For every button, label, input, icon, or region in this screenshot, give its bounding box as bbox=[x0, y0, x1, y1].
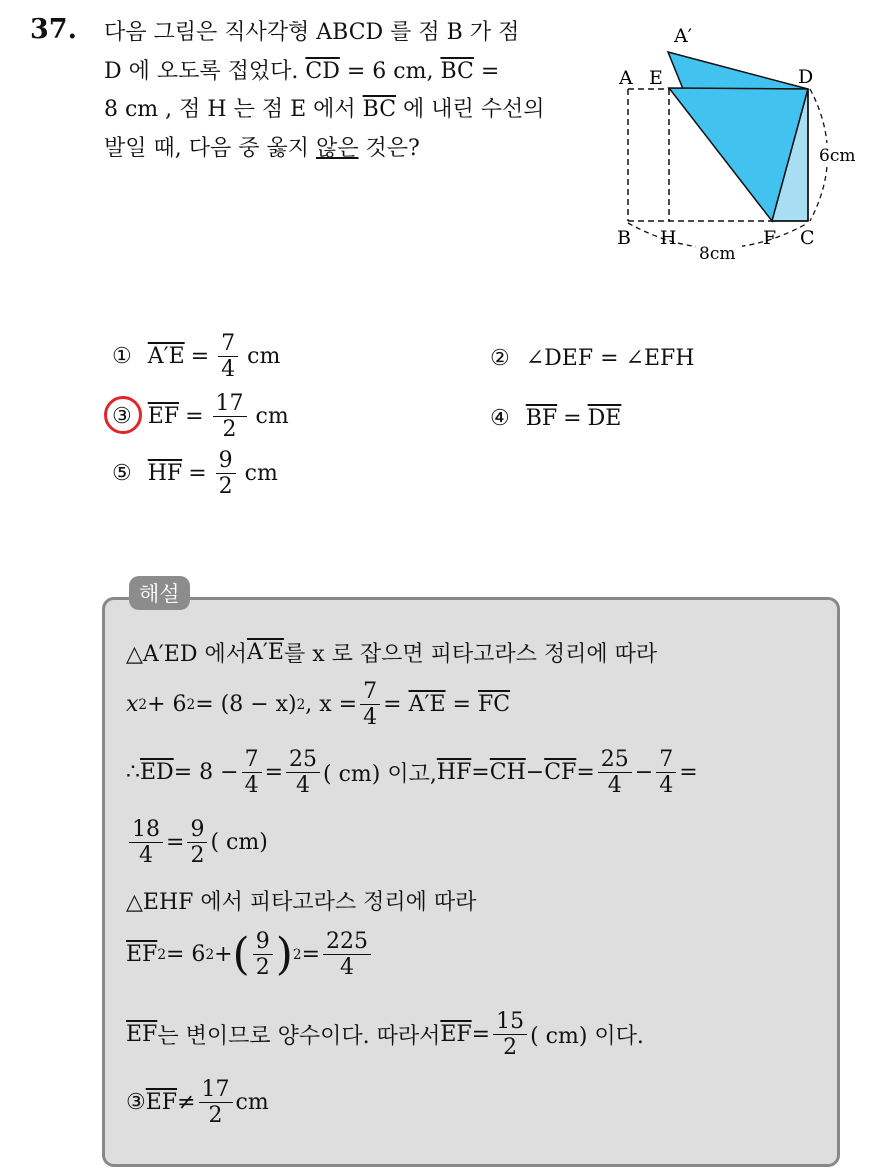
numerator: 225 bbox=[323, 930, 371, 955]
label-a: A bbox=[619, 67, 633, 89]
numerator: 9 bbox=[216, 449, 236, 474]
text: − bbox=[525, 760, 545, 786]
choice-number: ⑤ bbox=[112, 461, 132, 487]
text: + 6 bbox=[147, 692, 187, 718]
unit: cm bbox=[244, 461, 278, 487]
text: ( cm) 이다. bbox=[530, 1024, 644, 1050]
segment: $\overline{DE}$ bbox=[587, 406, 622, 431]
choice-3[interactable] bbox=[112, 392, 289, 441]
exponent: 2 bbox=[186, 696, 196, 713]
numerator: 9 bbox=[253, 930, 273, 955]
exponent: 2 bbox=[205, 946, 215, 963]
segment: A′E bbox=[247, 640, 284, 665]
numerator: 18 bbox=[129, 818, 163, 843]
question-text-span: 것은? bbox=[358, 135, 420, 161]
solution-line-1 bbox=[126, 637, 657, 668]
segment: $\overline{FC}$ bbox=[477, 692, 511, 718]
label-f: F bbox=[763, 227, 777, 249]
paren: ( bbox=[232, 928, 250, 980]
numerator: 7 bbox=[656, 748, 676, 773]
exponent: 2 bbox=[138, 696, 148, 713]
choice-4[interactable] bbox=[490, 406, 621, 431]
text: = bbox=[166, 830, 185, 856]
text: ③ bbox=[126, 1090, 146, 1116]
denominator: 4 bbox=[340, 955, 354, 981]
text: = 6 bbox=[166, 942, 206, 968]
label-e: E bbox=[649, 67, 663, 89]
segment: $\overline{HF}$ bbox=[147, 461, 183, 487]
solution-line-6 bbox=[126, 930, 374, 979]
segment: $\overline{HF}$ bbox=[436, 760, 472, 786]
choice-text: ∠DEF = ∠EFH bbox=[525, 346, 695, 371]
text: ≠ bbox=[177, 1090, 196, 1116]
text: = (8 − x) bbox=[195, 692, 297, 718]
text: = bbox=[576, 760, 595, 786]
choice-number: ④ bbox=[490, 406, 510, 431]
fraction bbox=[360, 680, 380, 729]
fraction bbox=[216, 449, 236, 498]
segment: $\overline{EF}$ bbox=[126, 1022, 158, 1048]
label-8cm: 8cm bbox=[699, 244, 736, 264]
segment-bc: $\overline{BC}$ bbox=[362, 97, 397, 122]
text: 를 x 로 잡으면 피타고라스 정리에 따라 bbox=[283, 642, 658, 667]
segment-bc: $\overline{BC}$ bbox=[440, 58, 474, 84]
denominator: 4 bbox=[244, 773, 259, 799]
denominator: 2 bbox=[190, 843, 205, 869]
fraction bbox=[242, 748, 262, 797]
solution-line-3 bbox=[126, 748, 698, 797]
text: = bbox=[471, 1022, 491, 1048]
text: = bbox=[383, 692, 402, 718]
choice-number: ③ bbox=[112, 404, 132, 430]
text: = bbox=[679, 760, 698, 786]
question-text-span: 에 내린 수선의 bbox=[396, 97, 545, 122]
segment: $\overline{EF}$ bbox=[440, 1022, 472, 1048]
unit: cm bbox=[235, 1090, 269, 1116]
fraction bbox=[598, 748, 632, 797]
segment: $\overline{EF}$ bbox=[126, 942, 158, 968]
numerator: 25 bbox=[598, 748, 632, 773]
unit: cm bbox=[255, 404, 289, 430]
var-x: x bbox=[126, 692, 139, 718]
numerator: 7 bbox=[218, 332, 238, 357]
numerator: 25 bbox=[286, 748, 320, 773]
label-b: B bbox=[617, 227, 631, 249]
equals: = bbox=[185, 404, 204, 430]
fraction bbox=[199, 1078, 233, 1127]
equals: = bbox=[190, 344, 210, 370]
fraction bbox=[187, 818, 207, 867]
text: = bbox=[471, 760, 490, 786]
denominator: 2 bbox=[218, 474, 233, 500]
choice-number: ② bbox=[490, 346, 510, 371]
choice-number: ① bbox=[112, 344, 132, 370]
fraction bbox=[218, 332, 238, 381]
label-a-prime: A′ bbox=[674, 25, 693, 47]
segment-cd: $\overline{CD}$ bbox=[305, 58, 340, 84]
question-text-span: 8 cm , 점 H 는 점 E 에서 bbox=[104, 97, 363, 122]
paren: ) bbox=[275, 928, 293, 980]
question-line-4 bbox=[104, 130, 590, 169]
label-d: D bbox=[798, 66, 814, 88]
numerator: 7 bbox=[242, 748, 262, 773]
question-text-span: 발일 때, 다음 중 옳지 bbox=[104, 135, 316, 161]
solution-tag: 해설 bbox=[129, 576, 190, 610]
numerator: 17 bbox=[213, 392, 247, 417]
exponent: 2 bbox=[292, 946, 302, 963]
text: = bbox=[264, 760, 283, 786]
choice-1[interactable] bbox=[112, 332, 280, 381]
label-c: C bbox=[800, 227, 815, 249]
text: △A′ED 에서 bbox=[126, 642, 247, 667]
denominator: 2 bbox=[503, 1035, 518, 1061]
text: = bbox=[301, 942, 320, 968]
denominator: 2 bbox=[208, 1103, 223, 1129]
text: = bbox=[452, 692, 471, 718]
fraction bbox=[253, 930, 273, 979]
label-h: H bbox=[660, 227, 677, 249]
denominator: 2 bbox=[222, 417, 237, 443]
denominator: 4 bbox=[139, 843, 153, 869]
denominator: 4 bbox=[221, 357, 236, 383]
denominator: 4 bbox=[296, 773, 310, 799]
segment: $\overline{EF}$ bbox=[147, 404, 180, 430]
question-text-span: 다음 그림은 직사각형 ABCD 를 점 B 가 점 bbox=[104, 20, 520, 45]
text: + bbox=[214, 942, 233, 968]
solution-line-2 bbox=[126, 680, 510, 729]
question-line-3 bbox=[104, 91, 590, 130]
exponent: 2 bbox=[157, 946, 166, 963]
question-line-1 bbox=[104, 14, 590, 53]
equals: = bbox=[188, 461, 207, 487]
solution-line-8 bbox=[126, 1078, 269, 1127]
text: − bbox=[634, 760, 654, 786]
fraction bbox=[656, 748, 676, 797]
fraction bbox=[323, 930, 371, 979]
text: ( cm) bbox=[210, 830, 268, 856]
question-line-2 bbox=[104, 53, 590, 92]
exponent: 2 bbox=[296, 696, 306, 713]
fraction bbox=[286, 748, 320, 797]
denominator: 4 bbox=[659, 773, 674, 799]
solution-line-5 bbox=[126, 885, 476, 916]
label-6cm: 6cm bbox=[819, 146, 856, 166]
folded-rectangle-figure bbox=[600, 15, 870, 270]
segment: A′E bbox=[408, 692, 446, 718]
numerator: 17 bbox=[199, 1078, 233, 1103]
text: △EHF 에서 피타고라스 정리에 따라 bbox=[126, 890, 477, 915]
denominator: 2 bbox=[255, 955, 270, 981]
text: , x = bbox=[305, 692, 358, 718]
fraction bbox=[129, 818, 163, 867]
segment: $\overline{BF}$ bbox=[525, 406, 558, 431]
choice-5[interactable] bbox=[112, 449, 278, 498]
solution-line-4 bbox=[126, 818, 268, 867]
numerator: 15 bbox=[493, 1010, 527, 1035]
equals: = bbox=[563, 406, 582, 431]
triangle-aprime-e-d bbox=[668, 52, 808, 89]
solution-line-7 bbox=[126, 1010, 644, 1059]
text: ∴ bbox=[126, 760, 140, 786]
segment: $\overline{ED}$ bbox=[140, 760, 174, 786]
question-text-span: = bbox=[473, 58, 500, 84]
fraction bbox=[493, 1010, 527, 1059]
denominator: 4 bbox=[363, 705, 378, 731]
numerator: 7 bbox=[360, 680, 380, 705]
underlined-word: 않은 bbox=[315, 135, 359, 161]
unit: cm bbox=[247, 344, 281, 370]
fraction bbox=[213, 392, 247, 441]
denominator: 4 bbox=[607, 773, 622, 799]
question-text-span: = 6 cm, bbox=[339, 58, 441, 84]
segment: A′E bbox=[147, 344, 185, 370]
segment: $\overline{CH}$ bbox=[489, 760, 526, 786]
numerator: 9 bbox=[187, 818, 207, 843]
text: = 8 − bbox=[173, 760, 239, 786]
text: 는 변이므로 양수이다. 따라서 bbox=[157, 1024, 441, 1050]
text: ( cm) 이고, bbox=[323, 762, 437, 788]
question-number: 37. bbox=[30, 14, 77, 45]
question-text-span: D 에 오도록 접었다. bbox=[104, 58, 306, 84]
segment: $\overline{CF}$ bbox=[544, 760, 577, 786]
question-text bbox=[104, 14, 590, 168]
segment: $\overline{EF}$ bbox=[145, 1090, 178, 1116]
choice-2[interactable] bbox=[490, 346, 695, 371]
